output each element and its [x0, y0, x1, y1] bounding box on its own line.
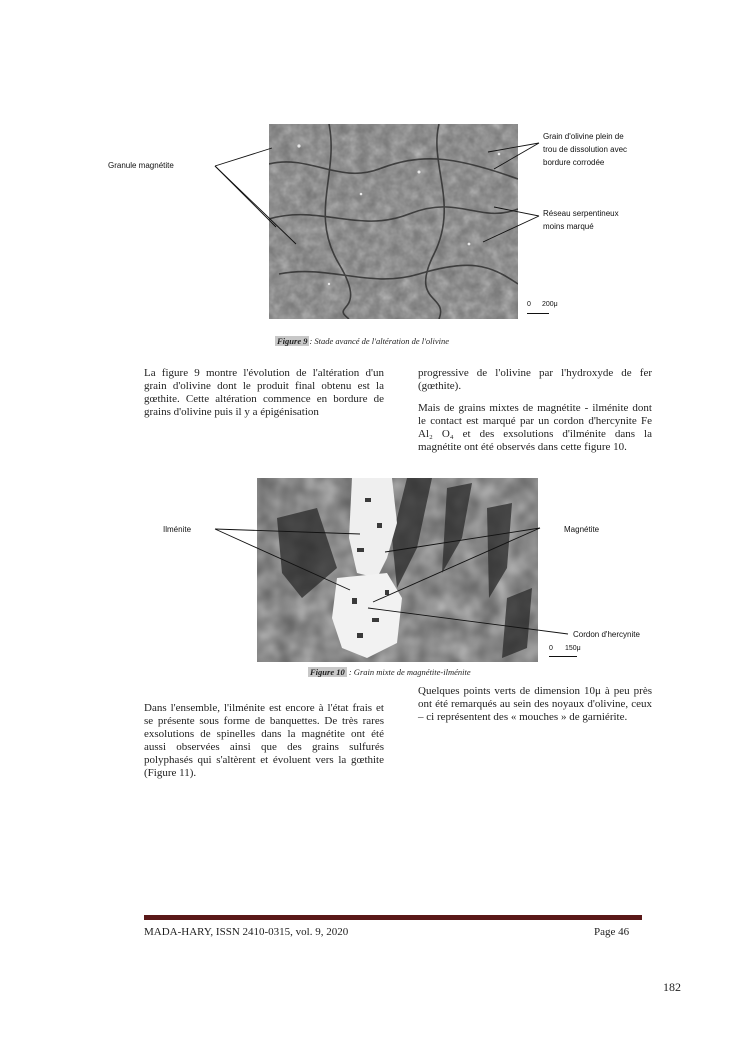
olivine-grain-label-line3: bordure corrodée — [543, 158, 605, 167]
olivine-grain-label — [543, 130, 627, 169]
serpentine-network-label-line2: moins marqué — [543, 222, 594, 231]
granule-magnetite-label: Granule magnétite — [108, 161, 174, 170]
figure-10-scale-bar — [549, 656, 577, 657]
footer-page: Page 46 — [594, 926, 630, 938]
paragraph-garnierite-right: Quelques points verts de dimension 10μ à peu près ont été remarqués au sein des noyaux d'olivine, ceux – ci représentent des « mouches » de garniérite. — [418, 685, 652, 723]
serpentine-network-label-line1: Réseau serpentineux — [543, 209, 619, 218]
figure-9-micrograph — [269, 124, 518, 319]
figure-10-caption-label: Figure 10 — [310, 667, 345, 677]
footer-rule — [144, 915, 642, 920]
ilmenite-label: Ilménite — [163, 525, 192, 534]
magnetite-label: Magnétite — [564, 525, 600, 534]
page-number: 182 — [663, 980, 681, 994]
figure-10-caption-text: : Grain mixte de magnétite-ilménite — [346, 667, 471, 677]
paragraph-ilmenite-left: Dans l'ensemble, l'ilménite est encore à l'état frais et se présente sous forme de banquettes. De très rares exsolutions de spinelles dans la magnétite ont été aussi observées ainsi que des grains sulfurés polyphasés qui s'altèrent et évoluent vers la gœthite (Figure 11). — [144, 702, 384, 779]
figure-9-caption-label: Figure 9 — [277, 336, 308, 346]
figure-9-caption — [275, 336, 449, 346]
figure-9-scale-zero: 0 — [527, 301, 531, 308]
figure-10-micrograph — [257, 478, 538, 662]
figure-10-scale-value: 150μ — [565, 645, 581, 652]
footer-journal: MADA-HARY, ISSN 2410-0315, vol. 9, 2020 — [144, 926, 349, 938]
hercynite-cord-label: Cordon d'hercynite — [573, 630, 640, 639]
figure-9-scale-bar — [527, 313, 549, 314]
olivine-grain-label-line2: trou de dissolution avec — [543, 145, 628, 154]
figure-10-scale-zero: 0 — [549, 645, 553, 652]
olivine-grain-label-line1: Grain d'olivine plein de — [543, 132, 624, 141]
serpentine-network-label — [543, 207, 619, 233]
paragraph-figure9-left: La figure 9 montre l'évolution de l'altération d'un grain d'olivine dont le produit final obtenu est la gœthite. Cette altération commence en bordure de grains d'olivine puis il y a épigénisation — [144, 367, 384, 418]
figure-10-caption — [308, 667, 471, 677]
figure-9-caption-text: : Stade avancé de l'altération de l'olivine — [309, 336, 450, 346]
paragraph-figure9-right-1: progressive de l'olivine par l'hydroxyde de fer (gœthite). — [418, 367, 652, 392]
figure-9-scale-value: 200μ — [542, 301, 558, 308]
paragraph-figure9-right-2: Mais de grains mixtes de magnétite - ilménite dont le contact est marqué par un cordon d'hercynite Fe Al₂ O₄ et des exsolutions d'ilménite dans la magnétite ont été observés dans cette figure 10. — [418, 402, 652, 453]
